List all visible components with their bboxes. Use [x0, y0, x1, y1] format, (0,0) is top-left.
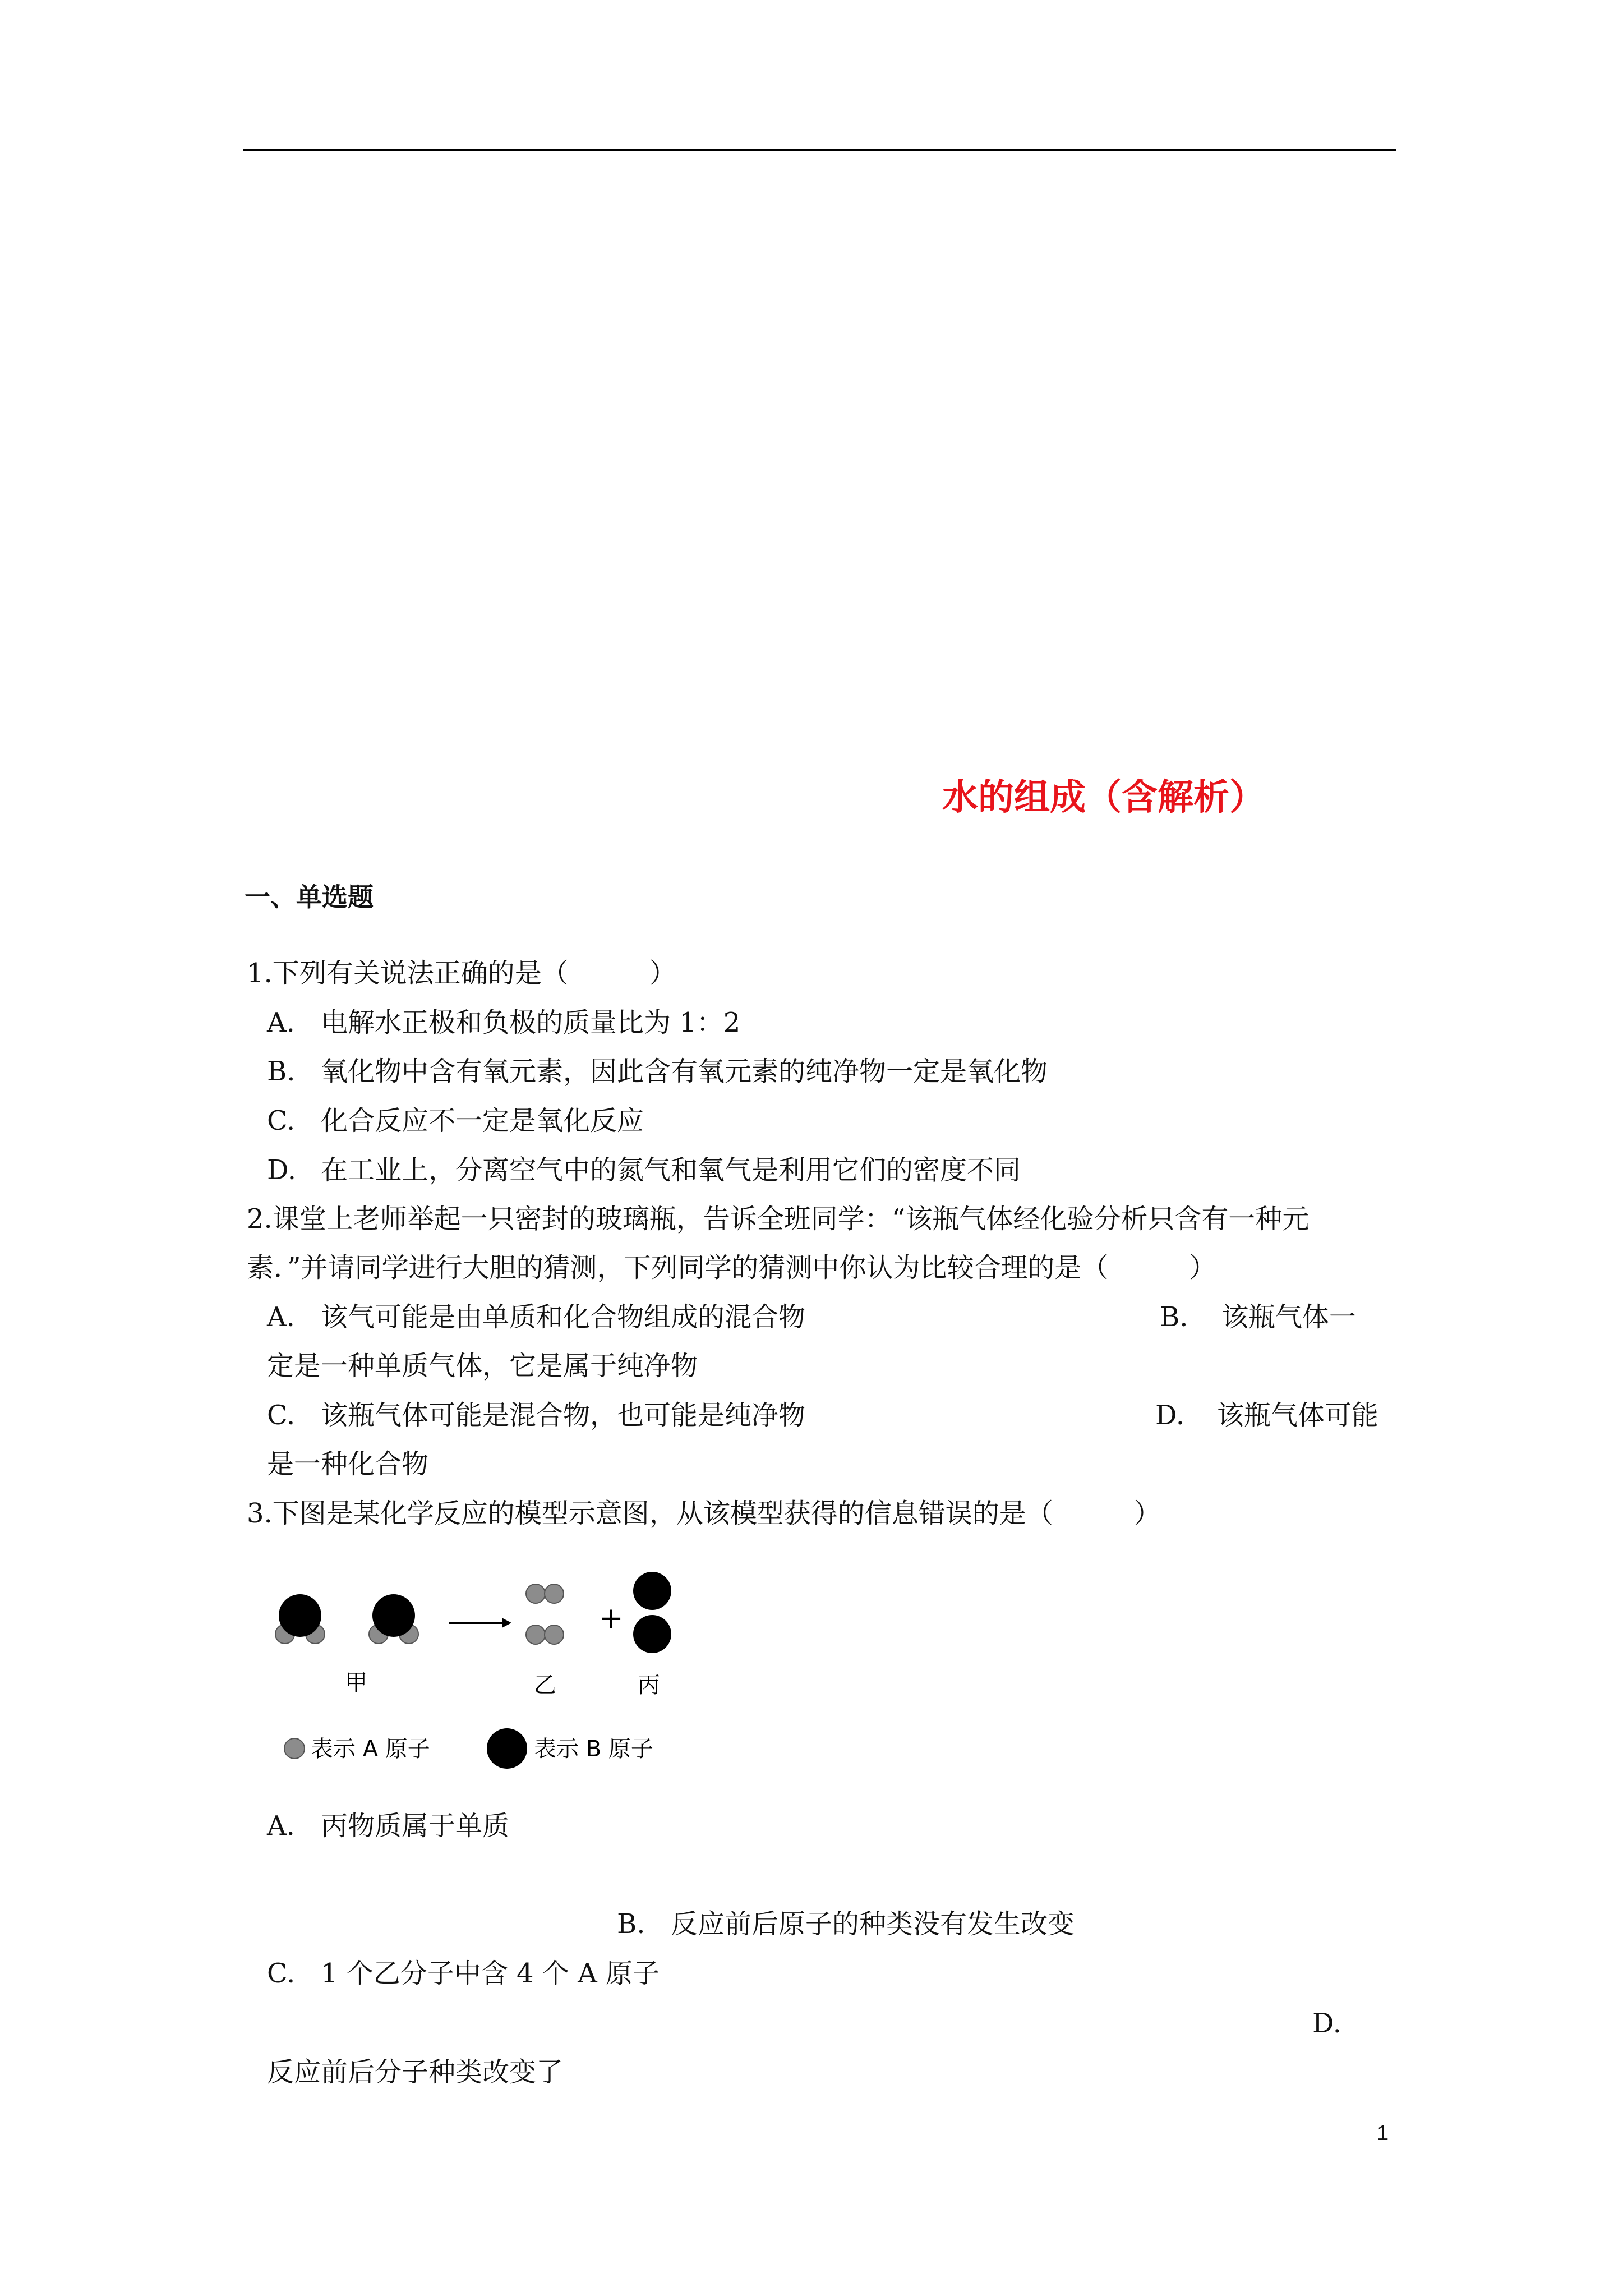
option-text: 氧化物中含有氧元素，因此含有氧元素的纯净物一定是氧化物 — [321, 1056, 1048, 1087]
option-letter: A. — [267, 1007, 295, 1038]
q2-option-d-continued: 是一种化合物 — [267, 1448, 429, 1480]
reaction-arrow — [449, 1618, 511, 1628]
option-letter: C. — [267, 1400, 296, 1431]
header-rule — [243, 149, 1396, 151]
legend-atom-a — [284, 1736, 430, 1762]
option-letter: A. — [267, 1301, 295, 1333]
question-3-stem: 3.下图是某化学反应的模型示意图，从该模型获得的信息错误的是（ ） — [247, 1498, 1161, 1529]
option-letter: B. — [617, 1908, 645, 1940]
legend-atom-b — [487, 1728, 653, 1769]
option-letter: B. — [267, 1056, 296, 1087]
reaction-model-diagram — [264, 1559, 701, 1773]
label-bing: 丙 — [638, 1672, 660, 1698]
q1-option-c — [267, 1104, 644, 1138]
page-number: 1 — [1377, 2122, 1389, 2145]
option-letter: C. — [267, 1105, 296, 1137]
option-text: 在工业上，分离空气中的氮气和氧气是利用它们的密度不同 — [321, 1154, 1021, 1186]
option-text: 该瓶气体一 — [1221, 1301, 1357, 1333]
option-letter: C. — [267, 1958, 296, 1989]
option-text: 该瓶气体可能 — [1217, 1400, 1379, 1431]
q2-option-d — [1155, 1398, 1378, 1432]
option-text: 反应前后原子的种类没有发生改变 — [671, 1908, 1075, 1940]
q2-option-b — [1160, 1300, 1356, 1334]
plus-sign: + — [599, 1602, 624, 1635]
question-1-stem: 1.下列有关说法正确的是（ ） — [247, 958, 676, 989]
q1-option-b — [267, 1055, 1048, 1088]
molecule-yi-2 — [526, 1625, 564, 1644]
molecule-yi-1 — [526, 1584, 564, 1603]
q3-option-c — [267, 1957, 660, 1990]
q2-option-c — [267, 1398, 805, 1432]
label-jia: 甲 — [345, 1670, 367, 1696]
option-letter: B. — [1160, 1301, 1188, 1333]
option-text: 该气可能是由单质和化合物组成的混合物 — [321, 1301, 806, 1333]
q3-option-a — [267, 1809, 509, 1843]
legend-b-label: 表示 B 原子 — [534, 1736, 653, 1762]
option-text: 电解水正极和负极的质量比为 1：2 — [321, 1007, 741, 1038]
q1-option-d — [267, 1153, 1021, 1187]
q2-option-a — [267, 1300, 805, 1334]
option-text: 1 个乙分子中含 4 个 A 原子 — [321, 1958, 660, 1989]
section-heading: 一、单选题 — [245, 882, 374, 912]
molecule-jia-1 — [275, 1594, 325, 1644]
option-text: 丙物质属于单质 — [321, 1810, 510, 1842]
document-title: 水的组成（含解析） — [942, 777, 1265, 818]
option-letter: D. — [267, 1154, 297, 1186]
option-letter: D. — [1155, 1400, 1185, 1431]
label-yi: 乙 — [534, 1672, 556, 1698]
q2-option-b-continued: 定是一种单质气体，它是属于纯净物 — [267, 1350, 698, 1382]
q3-option-d — [1312, 2007, 1366, 2040]
option-text: 该瓶气体可能是混合物，也可能是纯净物 — [321, 1400, 806, 1431]
molecule-bing — [633, 1572, 671, 1653]
option-text: 化合反应不一定是氧化反应 — [321, 1105, 644, 1137]
q3-option-d-continued: 反应前后分子种类改变了 — [267, 2056, 564, 2088]
legend-a-label: 表示 A 原子 — [311, 1736, 430, 1762]
molecule-jia-2 — [369, 1594, 418, 1644]
option-letter: D. — [1312, 2008, 1342, 2039]
question-2-stem-line-2: 素．”并请同学进行大胆的猜测，下列同学的猜测中你认为比较合理的是（ ） — [247, 1252, 1216, 1283]
q1-option-a — [267, 1006, 740, 1039]
q3-option-b — [617, 1907, 1075, 1941]
question-2-stem-line-1: 2.课堂上老师举起一只密封的玻璃瓶，告诉全班同学：“该瓶气体经化验分析只含有一种元 — [247, 1203, 1310, 1235]
option-letter: A. — [267, 1810, 295, 1842]
